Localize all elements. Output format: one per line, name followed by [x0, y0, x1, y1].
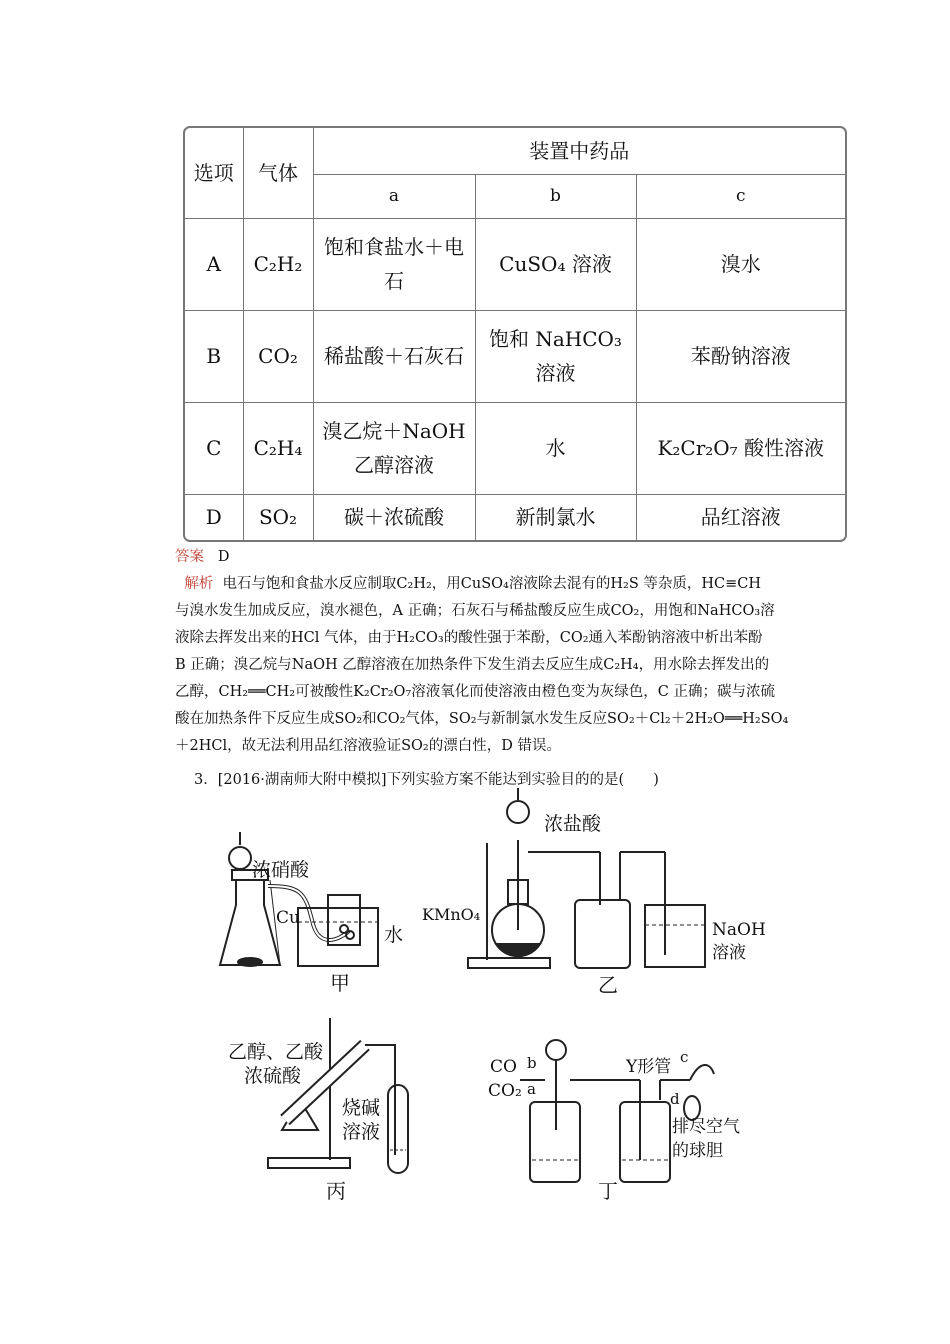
ding-bulb1: 排尽空气	[672, 1117, 740, 1137]
apparatus-ding	[488, 1040, 740, 1203]
answer-value: D	[217, 549, 230, 565]
row-c: K₂Cr₂O₇ 酸性溶液	[636, 402, 845, 494]
row-option: C	[185, 402, 243, 494]
ding-port-a: a	[527, 1080, 536, 1098]
row-b: 新制氯水	[475, 494, 636, 540]
row-option: A	[185, 218, 243, 310]
ding-caption: 丁	[598, 1179, 618, 1203]
row-option: B	[185, 310, 243, 402]
row-gas: C₂H₂	[243, 218, 313, 310]
row-a: 碳＋浓硫酸	[313, 494, 475, 540]
yi-naoh: NaOH	[712, 920, 766, 940]
analysis-line: 液除去挥发出来的HCl 气体，由于H₂CO₃的酸性强于苯酚，CO₂通入苯酚钠溶液中析出苯酚	[175, 630, 763, 646]
analysis-line: 与溴水发生加成反应，溴水褪色，A 正确；石灰石与稀盐酸反应生成CO₂，用饱和NaHCO₃溶	[175, 603, 775, 619]
yi-solution: 溶液	[712, 943, 746, 963]
row-c: 溴水	[636, 218, 845, 310]
jia-acid: 浓硝酸	[252, 859, 310, 881]
ding-gas2: CO₂	[488, 1081, 522, 1101]
analysis-line: B 正确；溴乙烷与NaOH 乙醇溶液在加热条件下发生消去反应生成C₂H₄，用水除去挥发出的	[175, 657, 770, 673]
ding-port-c: c	[680, 1048, 689, 1066]
header-option: 选项	[185, 128, 243, 218]
row-c: 苯酚钠溶液	[636, 310, 845, 402]
apparatus-jia	[220, 832, 403, 995]
row-option: D	[185, 494, 243, 540]
bing-base2: 溶液	[342, 1121, 381, 1143]
header-a: a	[313, 174, 475, 218]
bing-reagent2: 浓硫酸	[244, 1065, 302, 1087]
analysis-line: 酸在加热条件下反应生成SO₂和CO₂气体，SO₂与新制氯水发生反应SO₂＋Cl₂＋2H₂O══H₂SO₄	[175, 711, 789, 727]
bing-reagent1: 乙醇、乙酸	[228, 1041, 324, 1063]
row-b: 饱和 NaHCO₃ 溶液	[475, 310, 636, 402]
row-b: CuSO₄ 溶液	[475, 218, 636, 310]
row-gas: SO₂	[243, 494, 313, 540]
jia-caption: 甲	[330, 971, 350, 995]
yi-caption: 乙	[598, 973, 618, 997]
ding-port-d: d	[670, 1090, 680, 1108]
apparatus-yi	[422, 788, 766, 997]
yi-acid: 浓盐酸	[544, 813, 602, 835]
bing-caption: 丙	[326, 1179, 346, 1203]
row-a: 溴乙烷＋NaOH 乙醇溶液	[313, 402, 475, 494]
ding-bulb2: 的球胆	[672, 1141, 723, 1161]
analysis-label: 解析	[184, 576, 214, 592]
bing-base1: 烧碱	[342, 1097, 381, 1119]
apparatus-bing	[228, 1018, 408, 1203]
yi-oxidant: KMnO₄	[422, 905, 481, 924]
question-text: 3．[2016·湖南师大附中模拟]下列实验方案不能达到实验目的的是( )	[194, 772, 659, 788]
row-c: 品红溶液	[636, 494, 845, 540]
row-a: 稀盐酸＋石灰石	[313, 310, 475, 402]
header-gas: 气体	[243, 128, 313, 218]
ding-ytube: Y形管	[626, 1057, 672, 1077]
row-gas: CO₂	[243, 310, 313, 402]
jia-metal: Cu	[276, 908, 300, 928]
analysis-line: ＋2HCl，故无法利用品红溶液验证SO₂的漂白性，D 错误。	[175, 738, 561, 754]
answer-label: 答案	[175, 549, 204, 565]
row-a: 饱和食盐水＋电石	[313, 218, 475, 310]
row-b: 水	[475, 402, 636, 494]
ding-gas1: CO	[490, 1057, 517, 1077]
row-gas: C₂H₄	[243, 402, 313, 494]
analysis-line: 乙醇，CH₂══CH₂可被酸性K₂Cr₂O₇溶液氧化而使溶液由橙色变为灰绿色，C 正确；碳与浓硫	[175, 684, 775, 700]
analysis-line: 解析 电石与饱和食盐水反应制取C₂H₂，用CuSO₄溶液除去混有的H₂S 等杂质，HC≡CH	[184, 576, 761, 592]
ding-port-b: b	[527, 1054, 537, 1072]
jia-water: 水	[384, 924, 404, 946]
header-b: b	[475, 174, 636, 218]
header-c: c	[636, 174, 845, 218]
header-reagents: 装置中药品	[313, 128, 845, 174]
